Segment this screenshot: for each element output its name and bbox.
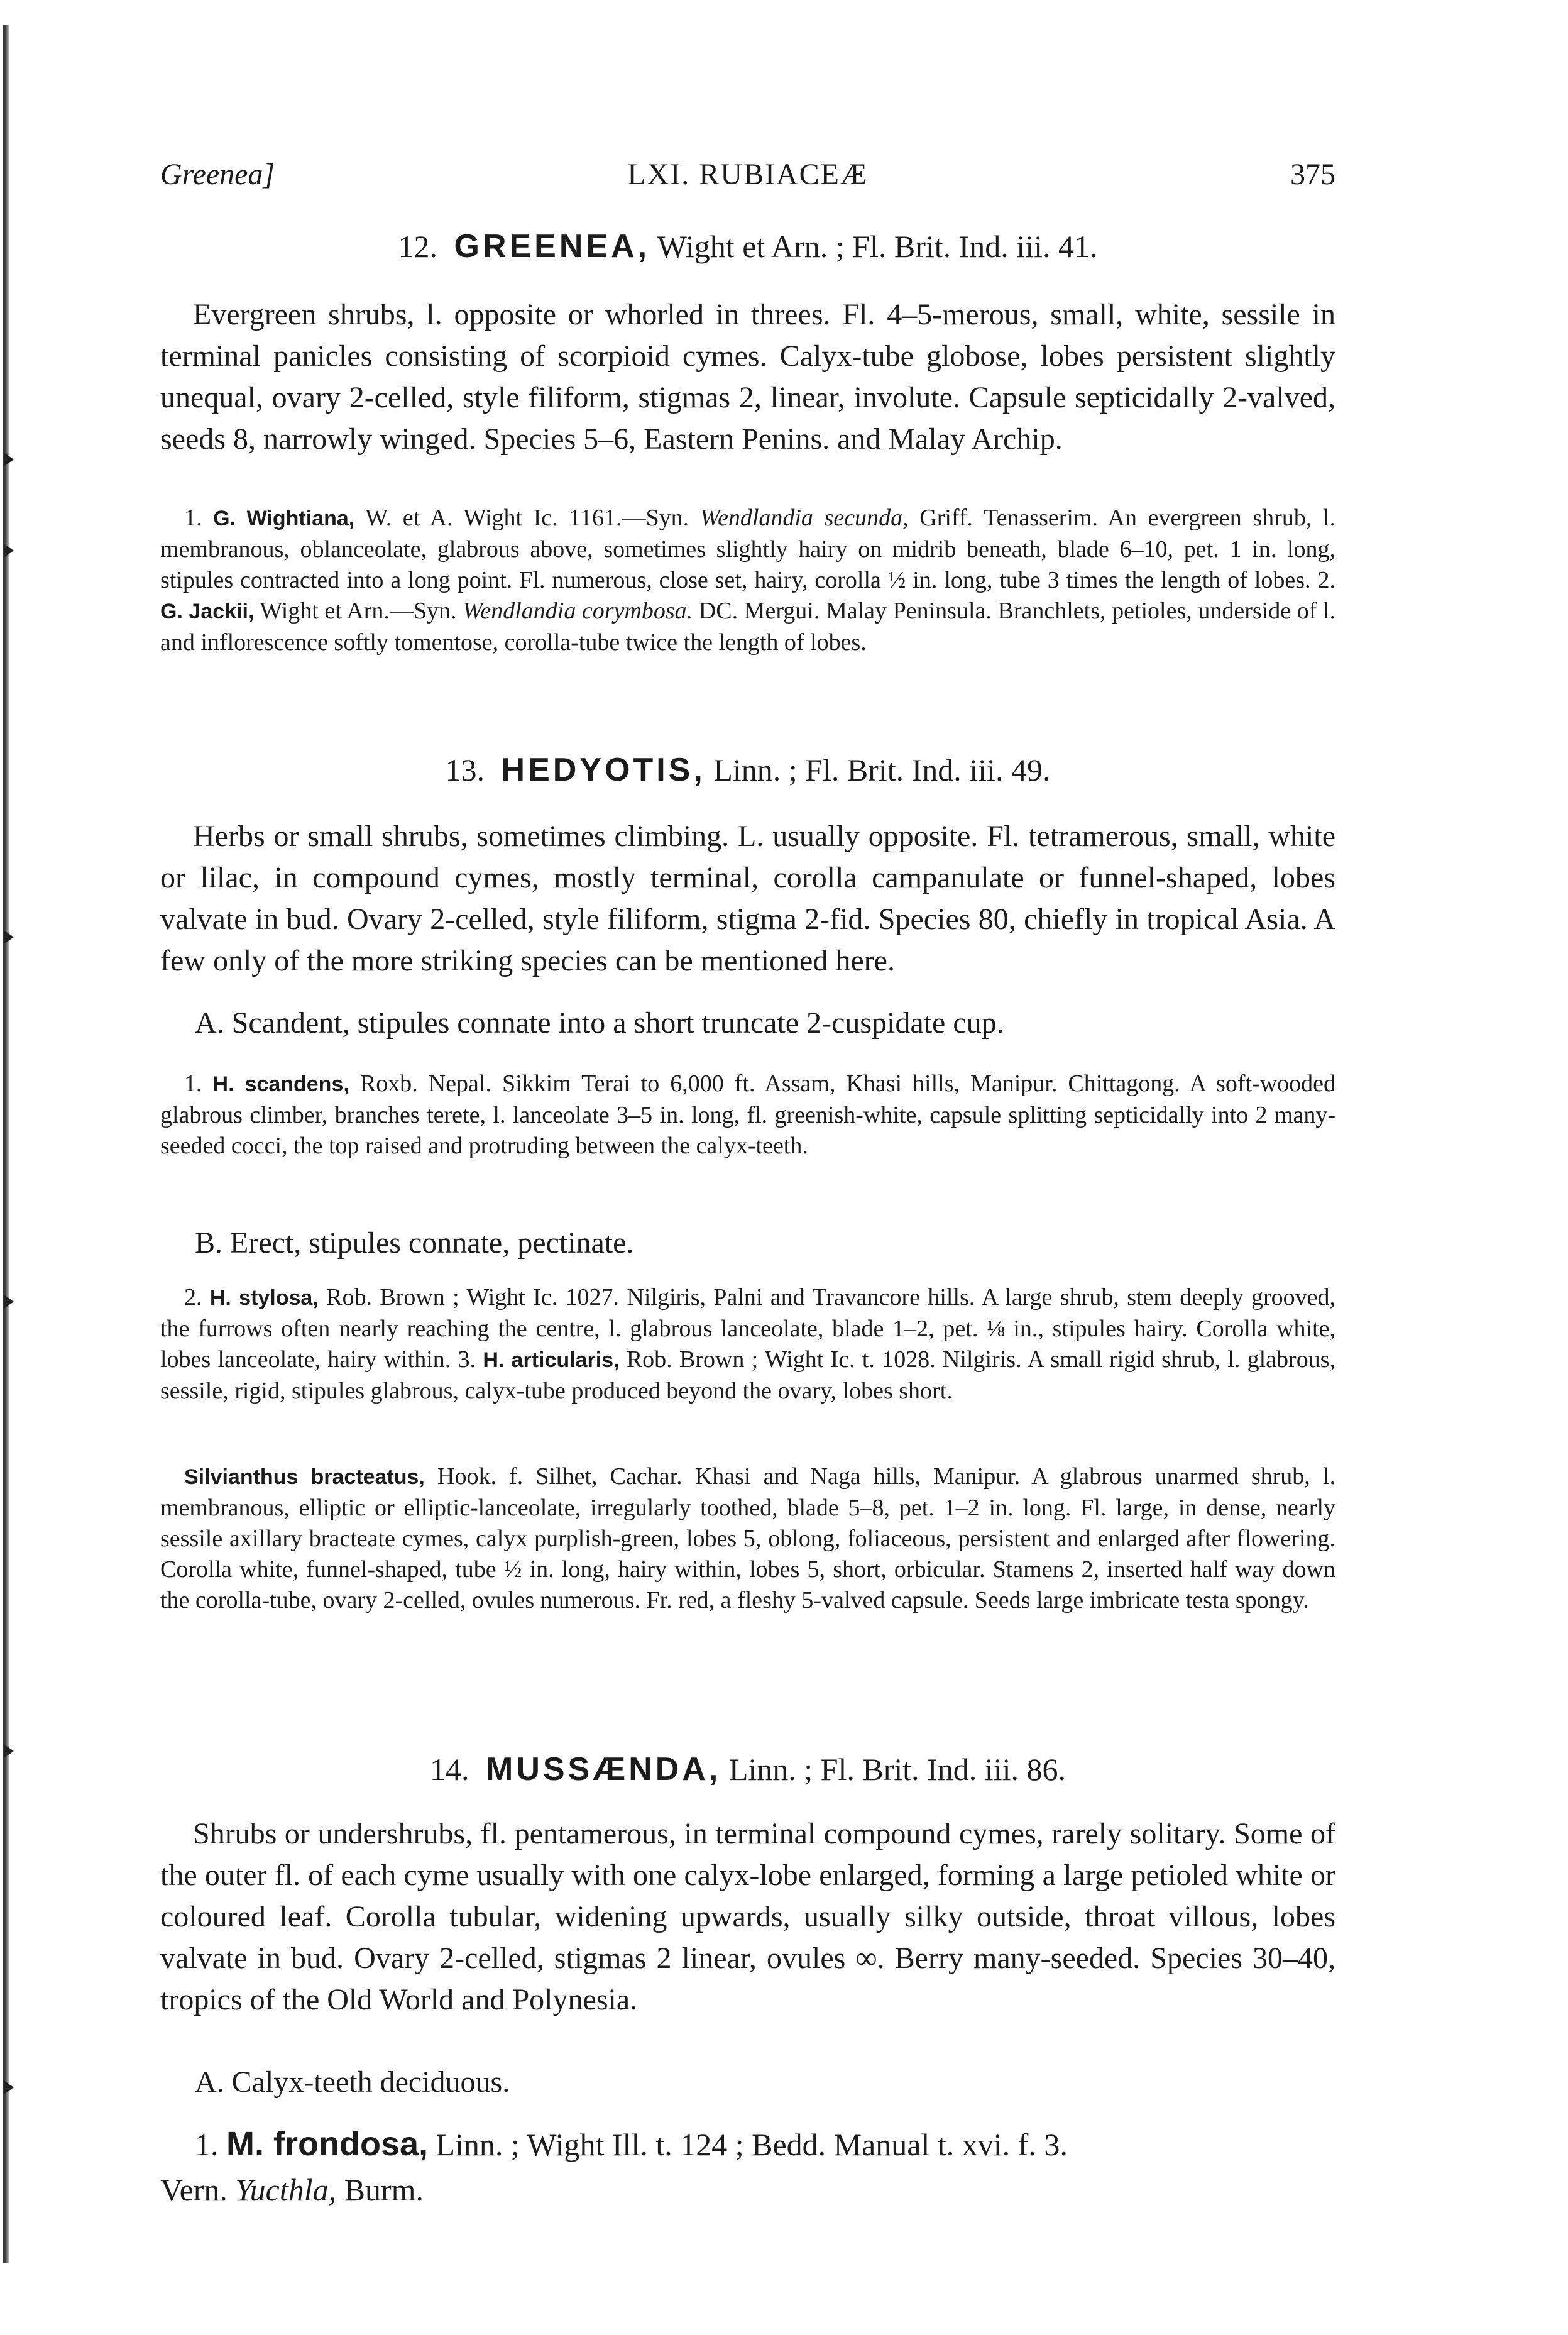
- species-notes-hedyotis-b: [160, 1282, 1335, 1407]
- genus-description-greenea: Evergreen shrubs, l. opposite or whorled in threes. Fl. 4–5-merous, small, white, sessile in terminal panicles consisting of scorpioid cymes. Calyx-tube globose, lobes persistent slightly unequal, ovary 2-celled, style filiform, stigmas 2, linear, involute. Capsule septicidally 2-valved, seeds 8, narrowly winged. Species 5–6, Eastern Penins. and Malay Archip.: [160, 298, 1335, 456]
- genus-heading-mussaenda: [157, 1750, 1339, 1788]
- genus-heading-hedyotis: [157, 751, 1339, 789]
- species-text: Griff. Tenasserim. An evergreen shrub, l. membranous, oblanceolate, glabrous above, sometimes slightly hairy on midrib beneath, blade 6–10, pet. 1 in. long, stipules contracted into a long point. Fl. numerous, close set, hairy, corolla ½ in. long, tube 3 times the length of lobes.: [160, 505, 1336, 593]
- synonym: Wendlandia secunda,: [699, 505, 909, 531]
- genus-number: 13.: [445, 752, 485, 788]
- species-notes-hedyotis-a: [160, 1069, 1335, 1162]
- header-family: LXI. RUBIACEÆ: [627, 158, 869, 191]
- vernacular-label: Vern.: [160, 2172, 228, 2207]
- genus-authority: Linn. ; Fl. Brit. Ind. iii. 86.: [728, 1752, 1066, 1787]
- genus-description-hedyotis: Herbs or small shrubs, sometimes climbing. L. usually opposite. Fl. tetramerous, small, white or lilac, in compound cymes, mostly terminal, corolla campanulate or funnel-shaped, lobes valvate in bud. Ovary 2-celled, style filiform, stigma 2-fid. Species 80, chiefly in tropical Asia. A few only of the more striking species can be mentioned here.: [160, 820, 1335, 977]
- genus-authority: Linn. ; Fl. Brit. Ind. iii. 49.: [713, 752, 1051, 788]
- species-text: W. et A. Wight Ic. 1161.—Syn.: [365, 505, 689, 531]
- edge-mark: [4, 2080, 14, 2094]
- species-name: M. frondosa,: [226, 2125, 428, 2163]
- species-number: 1.: [195, 2127, 219, 2162]
- section-b-heading: B. Erect, stipules connate, pectinate.: [195, 1226, 634, 1260]
- vernacular-name: Yucthla,: [235, 2172, 337, 2207]
- species-name: G. Jackii,: [160, 600, 255, 624]
- edge-mark: [4, 930, 14, 944]
- species-number: 1.: [184, 1070, 202, 1097]
- running-header: [160, 157, 1335, 207]
- species-text: Linn. ; Wight Ill. t. 124 ; Bedd. Manual t. xvi. f. 3.: [436, 2127, 1068, 2162]
- edge-mark: [4, 1744, 14, 1758]
- genus-name: HEDYOTIS,: [501, 752, 706, 788]
- species-number: 3.: [458, 1346, 476, 1373]
- species-text: DC. Mergui. Malay Peninsula. Branchlets, petioles, underside of l. and inflorescence softly tomentose, corolla-tube twice the length of lobes.: [160, 598, 1336, 656]
- species-name: G. Wightiana,: [213, 507, 355, 530]
- species-text: Rob. Brown ; Wight Ic. 1027. Nilgiris, Palni and Travancore hills. A large shrub, stem deeply grooved, the furrows often nearly reaching the centre, l. glabrous lanceolate, blade 1–2, pet. ⅛ in., stipules hairy. Corolla white, lobes lanceolate, hairy within.: [160, 1284, 1335, 1373]
- species-notes-silvianthus: [160, 1461, 1335, 1616]
- species-name: H. articularis,: [483, 1348, 620, 1372]
- genus-authority: Wight et Arn. ; Fl. Brit. Ind. iii. 41.: [657, 229, 1098, 264]
- species-number: 2.: [184, 1284, 202, 1310]
- species-text: Roxb. Nepal. Sikkim Terai to 6,000 ft. Assam, Khasi hills, Manipur. Chittagong. A soft-wooded glabrous climber, branches terete, l. lanceolate 3–5 in. long, fl. greenish-white, capsule splitting septicidally into 2 many-seeded cocci, the top raised and protruding between the calyx-teeth.: [160, 1070, 1335, 1159]
- species-number: 1.: [184, 505, 202, 531]
- species-text: Rob. Brown ; Wight Ic. t. 1028. Nilgiris. A small rigid shrub, l. glabrous, sessile, rigid, stipules glabrous, calyx-tube produced beyond the ovary, lobes short.: [160, 1346, 1335, 1404]
- species-notes-greenea: [160, 503, 1335, 658]
- vernacular-language: Burm.: [344, 2172, 424, 2207]
- edge-mark: [4, 544, 14, 558]
- species-entry-frondosa: [160, 2121, 1335, 2212]
- page-number: 375: [1290, 158, 1335, 191]
- species-number: 2.: [1317, 567, 1335, 593]
- species-name: Silvianthus bracteatus,: [184, 1465, 425, 1489]
- genus-number: 14.: [430, 1752, 469, 1787]
- genus-name: MUSSÆNDA,: [486, 1751, 721, 1788]
- synonym: Wendlandia corymbosa.: [463, 598, 693, 624]
- section-a-heading: A. Scandent, stipules connate into a short truncate 2-cuspidate cup.: [195, 1006, 1004, 1040]
- genus-name: GREENEA,: [454, 228, 650, 265]
- edge-mark: [4, 453, 14, 466]
- edge-mark: [4, 1295, 14, 1309]
- genus-description-mussaenda: Shrubs or undershrubs, fl. pentamerous, in terminal compound cymes, rarely solitary. Some of the outer fl. of each cyme usually with one calyx-lobe enlarged, forming a large petioled white or coloured leaf. Corolla tubular, widening upwards, usually silky outside, throat villous, lobes valvate in bud. Ovary 2-celled, stigmas 2 linear, ovules ∞. Berry many-seeded. Species 30–40, tropics of the Old World and Polynesia.: [160, 1817, 1335, 2016]
- species-name: H. scandens,: [212, 1072, 349, 1096]
- header-genus: Greenea]: [160, 158, 275, 191]
- genus-heading-greenea: [157, 228, 1339, 265]
- page-binding-edge: [3, 25, 9, 2263]
- section-a-heading-mussaenda: A. Calyx-teeth deciduous.: [195, 2065, 510, 2099]
- species-text: Wight et Arn.—Syn.: [260, 598, 457, 624]
- species-text: Hook. f. Silhet, Cachar. Khasi and Naga hills, Manipur. A glabrous unarmed shrub, l. membranous, elliptic or elliptic-lanceolate, irregularly toothed, blade 5–8, pet. 1–2 in. long. Fl. large, in dense, nearly sessile axillary bracteate cymes, calyx purplish-green, lobes 5, oblong, foliaceous, persistent and enlarged after flowering. Corolla white, funnel-shaped, tube ½ in. long, hairy within, lobes 5, short, orbicular. Stamens 2, inserted half way down the corolla-tube, ovary 2-celled, ovules numerous. Fr. red, a fleshy 5-valved capsule. Seeds large imbricate testa spongy.: [160, 1463, 1335, 1613]
- species-name: H. stylosa,: [209, 1286, 319, 1310]
- genus-number: 12.: [398, 229, 437, 264]
